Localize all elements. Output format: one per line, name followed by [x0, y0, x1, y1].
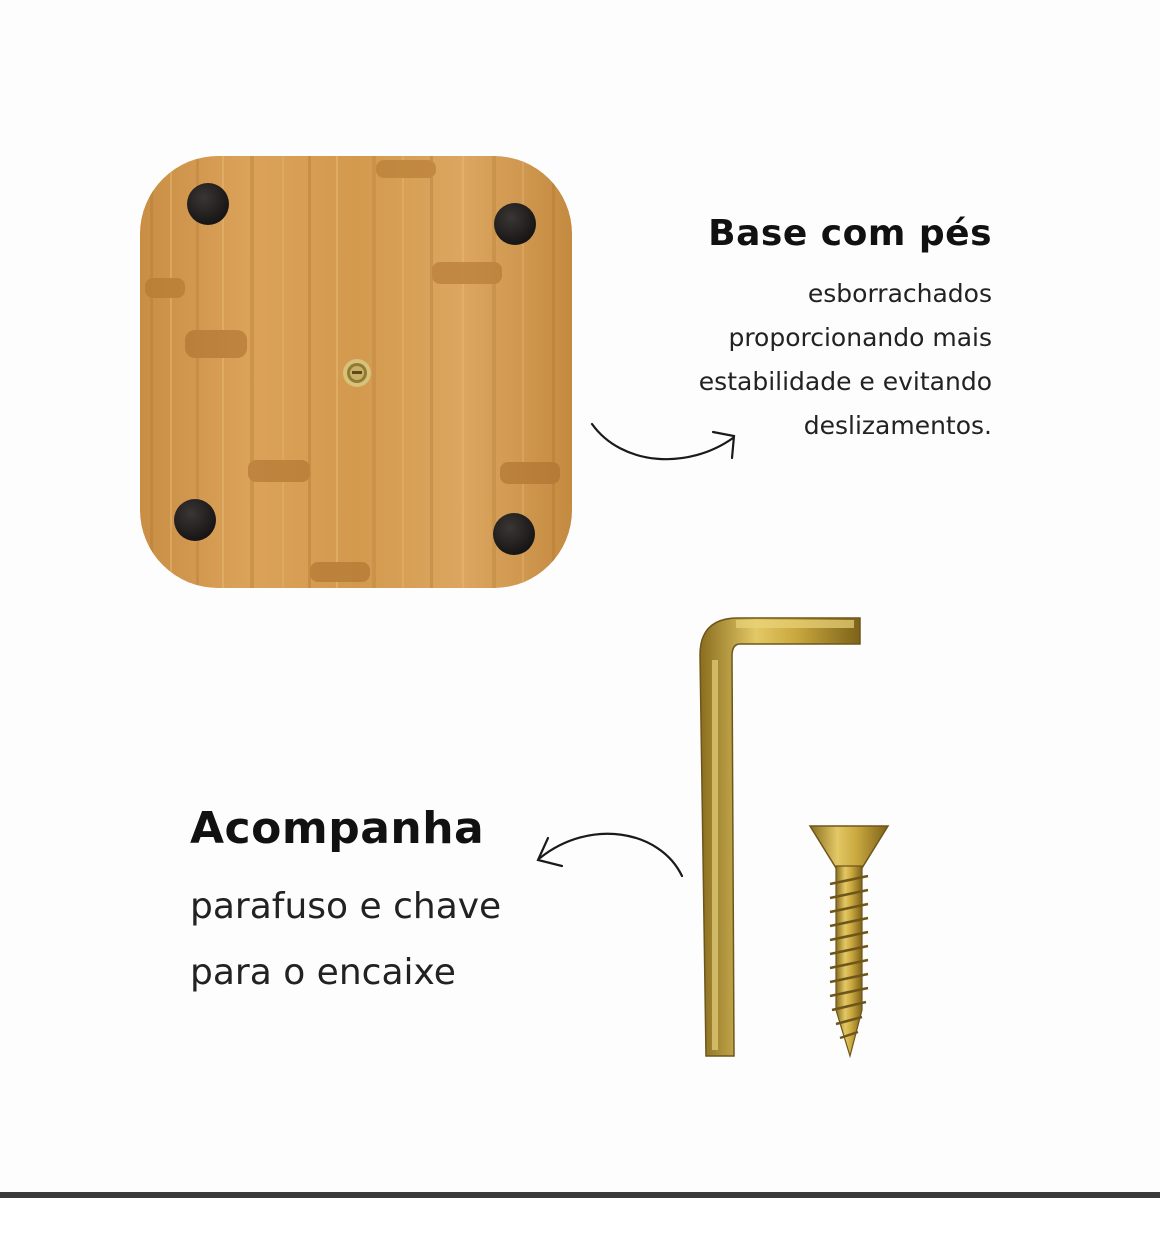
- rubber-foot-top-right: [494, 203, 536, 245]
- base-feet-line: estabilidade e evitando: [698, 367, 992, 396]
- base-feet-heading: Base com pés: [708, 213, 992, 254]
- included-items-callout: [190, 800, 610, 1006]
- included-items-line: parafuso e chave: [190, 886, 502, 927]
- base-feet-callout: [572, 212, 992, 448]
- base-feet-line: proporcionando mais: [728, 323, 992, 352]
- rubber-foot-bottom-right: [493, 513, 535, 555]
- center-screw-head: [343, 359, 371, 387]
- rubber-foot-bottom-left: [174, 499, 216, 541]
- included-items-line: para o encaixe: [190, 952, 456, 993]
- base-feet-line: deslizamentos.: [803, 411, 992, 440]
- included-items-description: [190, 874, 610, 1006]
- wood-screw: [810, 826, 888, 1056]
- bottom-strip: [0, 1198, 1160, 1240]
- included-items-heading: Acompanha: [190, 803, 485, 854]
- rubber-foot-top-left: [187, 183, 229, 225]
- base-feet-line: esborrachados: [807, 279, 992, 308]
- base-feet-description: [572, 272, 992, 448]
